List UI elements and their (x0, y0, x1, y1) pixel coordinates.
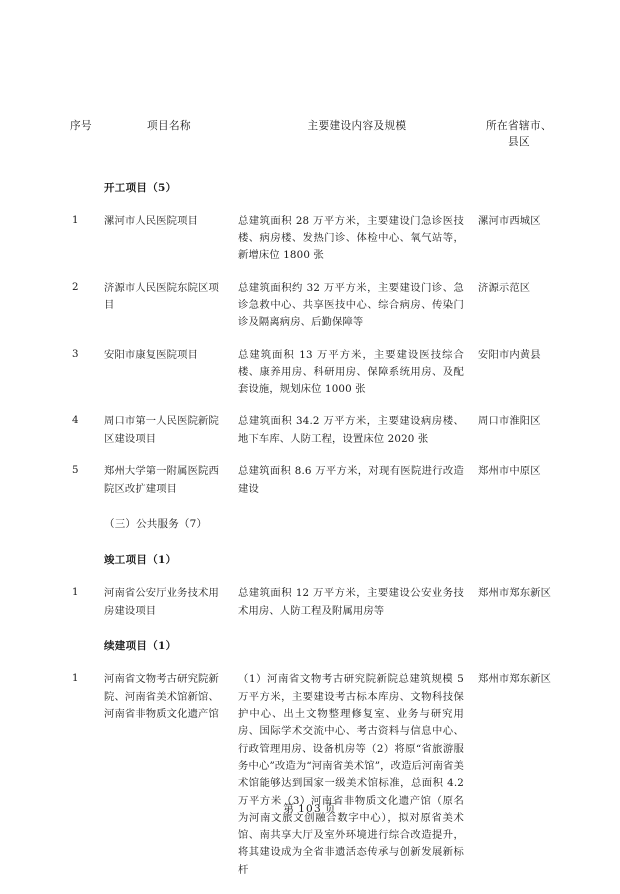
column-header-region (476, 118, 562, 177)
column-header-project-name: 项目名称 (147, 120, 191, 132)
cell-sequence: 4 (72, 415, 79, 427)
footer-page-number: 103 (298, 803, 322, 815)
page-footer (0, 801, 620, 816)
section-heading-row (66, 635, 562, 671)
cell-project-name: 河南省公安厅业务技术用房建设项目 (104, 587, 219, 617)
section-heading-row (66, 513, 562, 549)
cell-description: 总建筑面积 13 万平方米，主要建设医技综合楼、康养用房、科研用房、保障系统用房、及配套设施，规划床位 1000 张 (238, 348, 464, 396)
section-heading-label: 竣工项目（1） (104, 554, 177, 567)
cell-project-name: 河南省文物考古研究院新院、河南省美术馆新馆、河南省非物质文化遗产馆 (104, 673, 219, 721)
cell-region: 济源示范区 (478, 281, 531, 294)
column-header-region-line2: 县区 (508, 136, 530, 149)
cell-sequence: 1 (72, 587, 79, 599)
cell-sequence: 1 (72, 673, 79, 685)
cell-region: 郑州市中原区 (478, 465, 541, 478)
section-heading-label: 续建项目（1） (104, 640, 177, 653)
cell-sequence: 3 (72, 348, 79, 360)
column-header-description: 主要建设内容及规模 (307, 120, 407, 132)
table-header-row (66, 118, 562, 177)
section-heading-spacer (66, 513, 96, 549)
section-heading-cell (96, 513, 562, 549)
section-heading-cell (96, 635, 562, 671)
cell-project-name: 郑州大学第一附属医院西院区改扩建项目 (104, 465, 219, 495)
table-header (66, 118, 562, 177)
section-heading-label: 开工项目（5） (104, 181, 177, 194)
section-heading-cell (96, 549, 562, 585)
footer-prefix: 第 (283, 803, 296, 815)
column-header-region-line1: 所在省辖市、 (486, 120, 552, 132)
table-row (66, 213, 562, 280)
cell-project-name: 漯河市人民医院项目 (104, 214, 199, 227)
cell-description: 总建筑面积 34.2 万平方米，主要建设病房楼、地下车库、人防工程，设置床位 2020 张 (238, 415, 464, 445)
table-row (66, 347, 562, 414)
section-heading-cell (96, 177, 562, 213)
column-header-sequence: 序号 (70, 120, 92, 132)
table-row (66, 280, 562, 347)
table-row (66, 671, 562, 894)
section-heading-label: （三）公共服务（7） (104, 518, 208, 531)
section-heading-row (66, 549, 562, 585)
footer-suffix: 页 (324, 803, 337, 815)
cell-region: 郑州市郑东新区 (478, 673, 552, 686)
table-row (66, 463, 562, 513)
cell-description: 总建筑面积 12 万平方米，主要建设公安业务技术用房、人防工程及附属用房等 (238, 587, 464, 617)
table-body (66, 177, 562, 894)
cell-region: 安阳市内黄县 (478, 348, 541, 361)
table-row (66, 585, 562, 635)
cell-project-name: 周口市第一人民医院新院区建设项目 (104, 415, 219, 445)
cell-project-name: 安阳市康复医院项目 (104, 348, 199, 361)
section-heading-row (66, 177, 562, 213)
cell-description: 总建筑面积 28 万平方米，主要建设门急诊医技楼、病房楼、发热门诊、体检中心、氧气站等，新增床位 1800 张 (238, 214, 464, 262)
cell-description: 总建筑面积 8.6 万平方米，对现有医院进行改造建设 (238, 465, 464, 495)
cell-project-name: 济源市人民医院东院区项目 (104, 281, 219, 312)
cell-region: 郑州市郑东新区 (478, 587, 552, 600)
section-heading-spacer (66, 635, 96, 671)
cell-region: 漯河市西城区 (478, 214, 541, 227)
table-row (66, 413, 562, 463)
section-heading-spacer (66, 549, 96, 585)
cell-description: （1）河南省文物考古研究院新院总建筑规模 5 万平方米，主要建设考古标本库房、文物科技保护中心、出土文物整理修复室、业务与研究用房、国际学术交流中心、考古资料与信息中心、行政管理用房、设备机房等（2）将原“省旅游服务中心”改造为“河南省美术馆”，改造后河南省美术馆能够达到国家一级美术馆标准，总面积 4.2 万平方米（3）河南省非物质文化遗产馆（原名为河南文旅文创融合数字中心），拟对原省美术馆、南共享大厅及室外环境进行综合改造提升，将其建设成为全省非遗活态传承与创新发展新标杆 (238, 673, 464, 876)
project-table (66, 118, 562, 894)
cell-sequence: 2 (72, 281, 79, 293)
cell-region: 周口市淮阳区 (478, 415, 541, 428)
cell-description: 总建筑面积约 32 万平方米，主要建设门诊、急诊急救中心、共享医技中心、综合病房、传染门诊及隔离病房、后勤保障等 (238, 281, 464, 329)
cell-sequence: 1 (72, 214, 79, 226)
section-heading-spacer (66, 177, 96, 213)
cell-sequence: 5 (72, 465, 79, 477)
